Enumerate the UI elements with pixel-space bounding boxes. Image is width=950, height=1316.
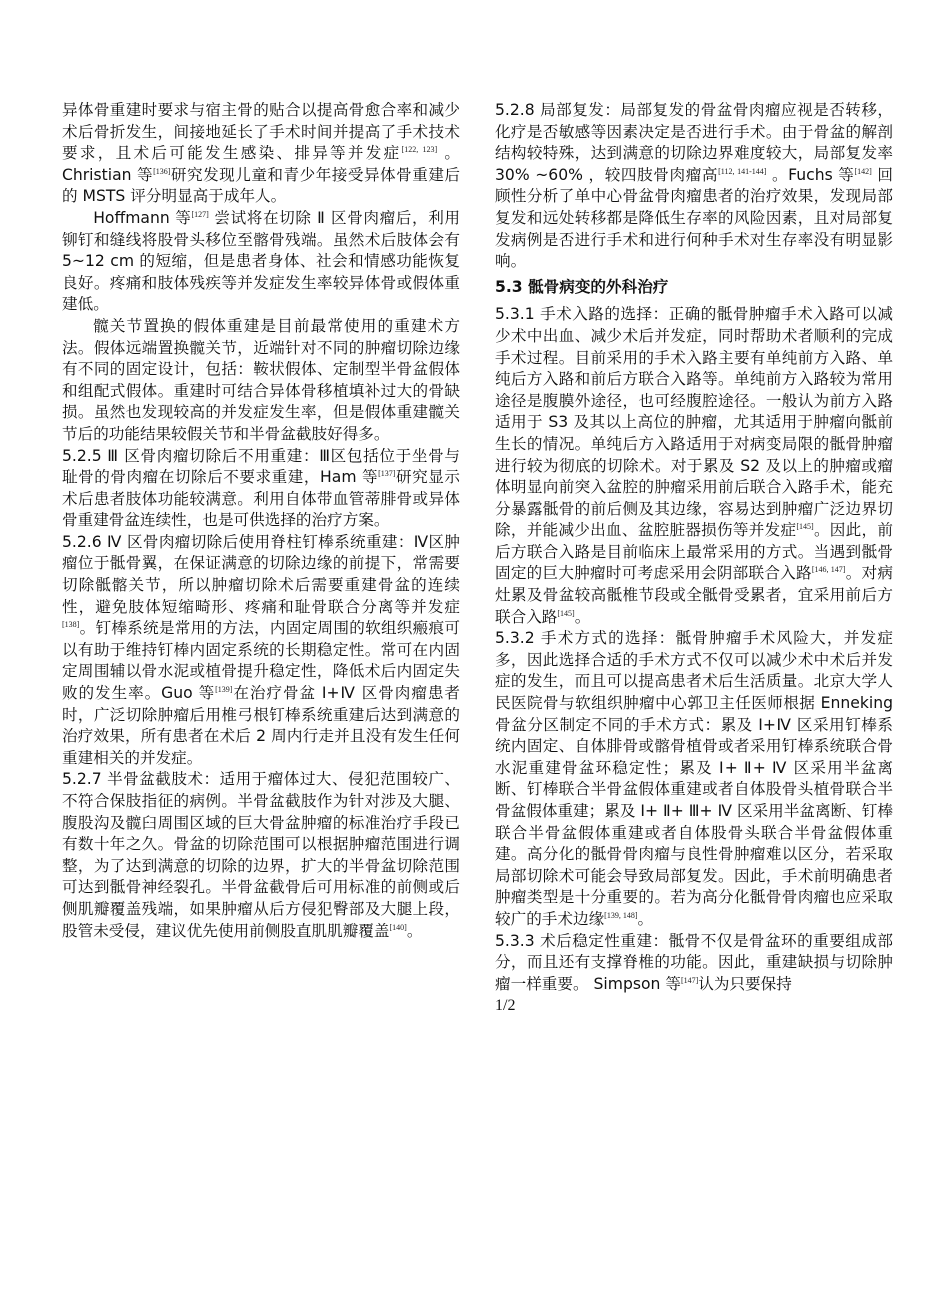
text-run: 回顾性分析了单中心骨盆骨肉瘤患者的治疗效果，发现局部复发和远处转移都是降低生存率的风险因素，且对局部复发病例是否进行手术和进行何种手术对生存率没有明显影响。 [495,165,893,271]
text-run: 研究显示术后患者肢体功能较满意。利用自体带血管蒂腓骨或异体骨重建骨盆连续性，也是可供选择的治疗方案。 [62,468,460,530]
text-run: 。Fuchs 等 [766,165,855,184]
paragraph [62,316,460,446]
text-run: Hoffmann 等 [93,208,192,227]
section-5-2-7-paragraph [62,769,460,942]
citation-marker: [139] [215,685,233,695]
section-5-3-2-paragraph [495,628,893,930]
citation-marker: [137] [378,469,396,479]
paragraph [62,208,460,316]
citation-marker: [136] [153,166,171,176]
text-run: 。 [406,921,423,940]
citation-marker: [145] [557,608,575,618]
citation-marker: [127] [191,209,209,219]
citation-marker: [142] [854,166,872,176]
citation-marker: [112, 141-144] [718,166,767,176]
text-run: 。钉棒系统是常用的方法，内固定周围的软组织瘢痕可以有助于维持钉棒内固定系统的长期稳定性。常可在内固定周围辅以骨水泥或植骨提升稳定性，降低术后内固定失败的发生率。Guo 等 [62,619,460,703]
text-run: 。Christian 等 [62,144,460,184]
text-run: 髋关节置换的假体重建是目前最常使用的重建术方法。假体远端置换髋关节，近端针对不同的肿瘤切除边缘有不同的固定设计，包括：鞍状假体、定制型半骨盆假体和组配式假体。重建时可结合异体骨移植填补过大的骨缺损。虽然也发现较高的并发症发生率，但是假体重建髋关节后的功能结果较假关节和半骨盆截肢好得多。 [62,316,460,443]
paragraph [62,100,460,208]
citation-marker: [138] [62,620,80,630]
section-5-3-1-paragraph [495,304,893,628]
text-run: 5.3.3 术后稳定性重建：骶骨不仅是骨盆环的重要组成部分，而且还有支撑脊椎的功能。因此，重建缺损与切除肿瘤一样重要。 Simpson 等 [495,931,893,993]
text-run: 5.2.8 局部复发：局部复发的骨盆骨肉瘤应视是否转移，化疗是否敏感等因素决定是否进行手术。由于骨盆的解剖结构较特殊，达到满意的切除边界难度较大，局部复发率 30% ~60% ，较四肢骨肉瘤高 [495,101,893,184]
text-run: 在治疗骨盆 I+Ⅳ 区骨肉瘤患者时，广泛切除肿瘤后用椎弓根钉棒系统重建后达到满意的治疗效果，所有患者在术后 2 周内行走并且没有发生任何重建相关的并发症。 [62,684,460,767]
citation-marker: [139, 148] [604,910,638,920]
section-heading-5-3 [495,277,893,299]
citation-marker: [146, 147] [811,565,846,575]
citation-marker: [122, 123] [401,145,438,155]
text-run: 。 [637,909,654,928]
text-run: 尝试将在切除 Ⅱ 区骨肉瘤后，利用铆钉和缝线将股骨头移位至髂骨残端。虽然术后肢体会有 5~12 cm 的短缩，但是患者身体、社会和情感功能恢复良好。疼痛和肢体残疾等并发症发生率较异体骨或假体重建低。 [62,208,461,314]
text-run: 5.3.2 手术方式的选择：骶骨肿瘤手术风险大，并发症多，因此选择合适的手术方式不仅可以减少术中术后并发症的发生，而且可以提高患者术后生活质量。北京大学人民医院骨与软组织肿瘤中心郭卫主任医师根据 Enneking 骨盆分区制定不同的手术方式：累及 I+Ⅳ 区采用钉棒系统内固定、自体腓骨或髂骨植骨或者采用钉棒系统联合骨水泥重建骨盆环稳定性；累及 Ⅰ+ Ⅱ+ Ⅳ 区采用半盆离断、钉棒联合半骨盆假体重建或者自体股骨头植骨联合半骨盆假体重建；累及 Ⅰ+ Ⅱ+ Ⅲ+ Ⅳ 区采用半盆离断、钉棒联合半骨盆假体重建或者自体股骨头联合半骨盆假体重建。高分化的骶骨骨肉瘤与良性骨肿瘤难以区分，若采取局部切除术可能会导致局部复发。因此，手术前明确患者肿瘤类型是十分重要的。若为高分化骶骨骨肉瘤也应采取较广的手术边缘 [495,629,893,928]
right-column [495,100,893,1017]
section-5-2-8-paragraph [495,100,893,273]
citation-marker: [147] [680,975,699,985]
text-run: 5.2.5 Ⅲ 区骨肉瘤切除后不用重建：Ⅲ区包括位于坐骨与耻骨的骨肉瘤在切除后不要求重建，Ham 等 [62,446,460,487]
section-5-2-5-paragraph [62,446,460,532]
section-5-2-6-paragraph [62,532,460,770]
text-run: 。因此，前后方联合入路是目前临床上最常采用的方式。当遇到骶骨固定的巨大肿瘤时可考虑采用会阴部联合入路 [495,521,893,583]
page-number: 1/2 [495,997,516,1015]
left-column [62,100,460,942]
text-run: 。对病灶累及骨盆较高骶椎节段或全骶骨受累者，宜采用前后方联合入路 [495,564,893,626]
text-run: 认为只要保持 [698,974,792,993]
citation-marker: [140] [389,922,407,932]
text-run: 5.2.7 半骨盆截肢术：适用于瘤体过大、侵犯范围较广、不符合保肢指征的病例。半骨盆截肢作为针对涉及大腿、腹股沟及髋臼周围区域的巨大骨盆肿瘤的标准治疗手段已有数十年之久。骨盆的切除范围可以根据肿瘤范围进行调整，为了达到满意的切除的边界，扩大的半骨盆切除范围可达到骶骨神经裂孔。半骨盆截骨后可用标准的前侧或后侧肌瓣覆盖残端，如果肿瘤从后方侵犯臀部及大腿上段，股管未受侵，建议优先使用前侧股直肌肌瓣覆盖 [62,770,460,940]
text-run: 研究发现儿童和青少年接受异体骨重建后的 MSTS 评分明显高于成年人。 [62,165,460,206]
citation-marker: [145] [796,522,814,532]
text-run: 。 [574,607,591,626]
section-5-3-3-paragraph [495,931,893,996]
text-run: 5.2.6 Ⅳ 区骨肉瘤切除后使用脊柱钉棒系统重建：Ⅳ区肿瘤位于骶骨翼，在保证满意的切除边缘的前提下，常需要切除骶髂关节，所以肿瘤切除术后需要重建骨盆的连续性，避免肢体短缩畸形、疼痛和耻骨联合分离等并发症 [62,532,460,616]
text-run: 5.3.1 手术入路的选择：正确的骶骨肿瘤手术入路可以减少术中出血、减少术后并发症，同时帮助术者顺利的完成手术过程。目前采用的手术入路主要有单纯前方入路、单纯后方入路和前后方联合入路等。单纯前方入路较为常用途径是腹膜外途径，也可经腹腔途径。一般认为前方入路适用于 S3 及其以上高位的肿瘤，尤其适用于肿瘤向骶前生长的情况。单纯后方入路适用于对病变局限的骶骨肿瘤进行较为彻底的切除术。对于累及 S2 及以上的肿瘤或瘤体明显向前突入盆腔的肿瘤采用前后联合入路手术，能充分暴露骶骨的前后侧及其边缘，容易达到肿瘤广泛边界切除，并能减少出血、盆腔脏器损伤等并发症 [495,305,893,540]
text-run: 异体骨重建时要求与宿主骨的贴合以提高骨愈合率和减少术后骨折发生，间接地延长了手术时间并提高了手术技术要求，且术后可能发生感染、排异等并发症 [62,101,460,163]
text-run: 5.3 骶骨病变的外科治疗 [495,277,669,296]
